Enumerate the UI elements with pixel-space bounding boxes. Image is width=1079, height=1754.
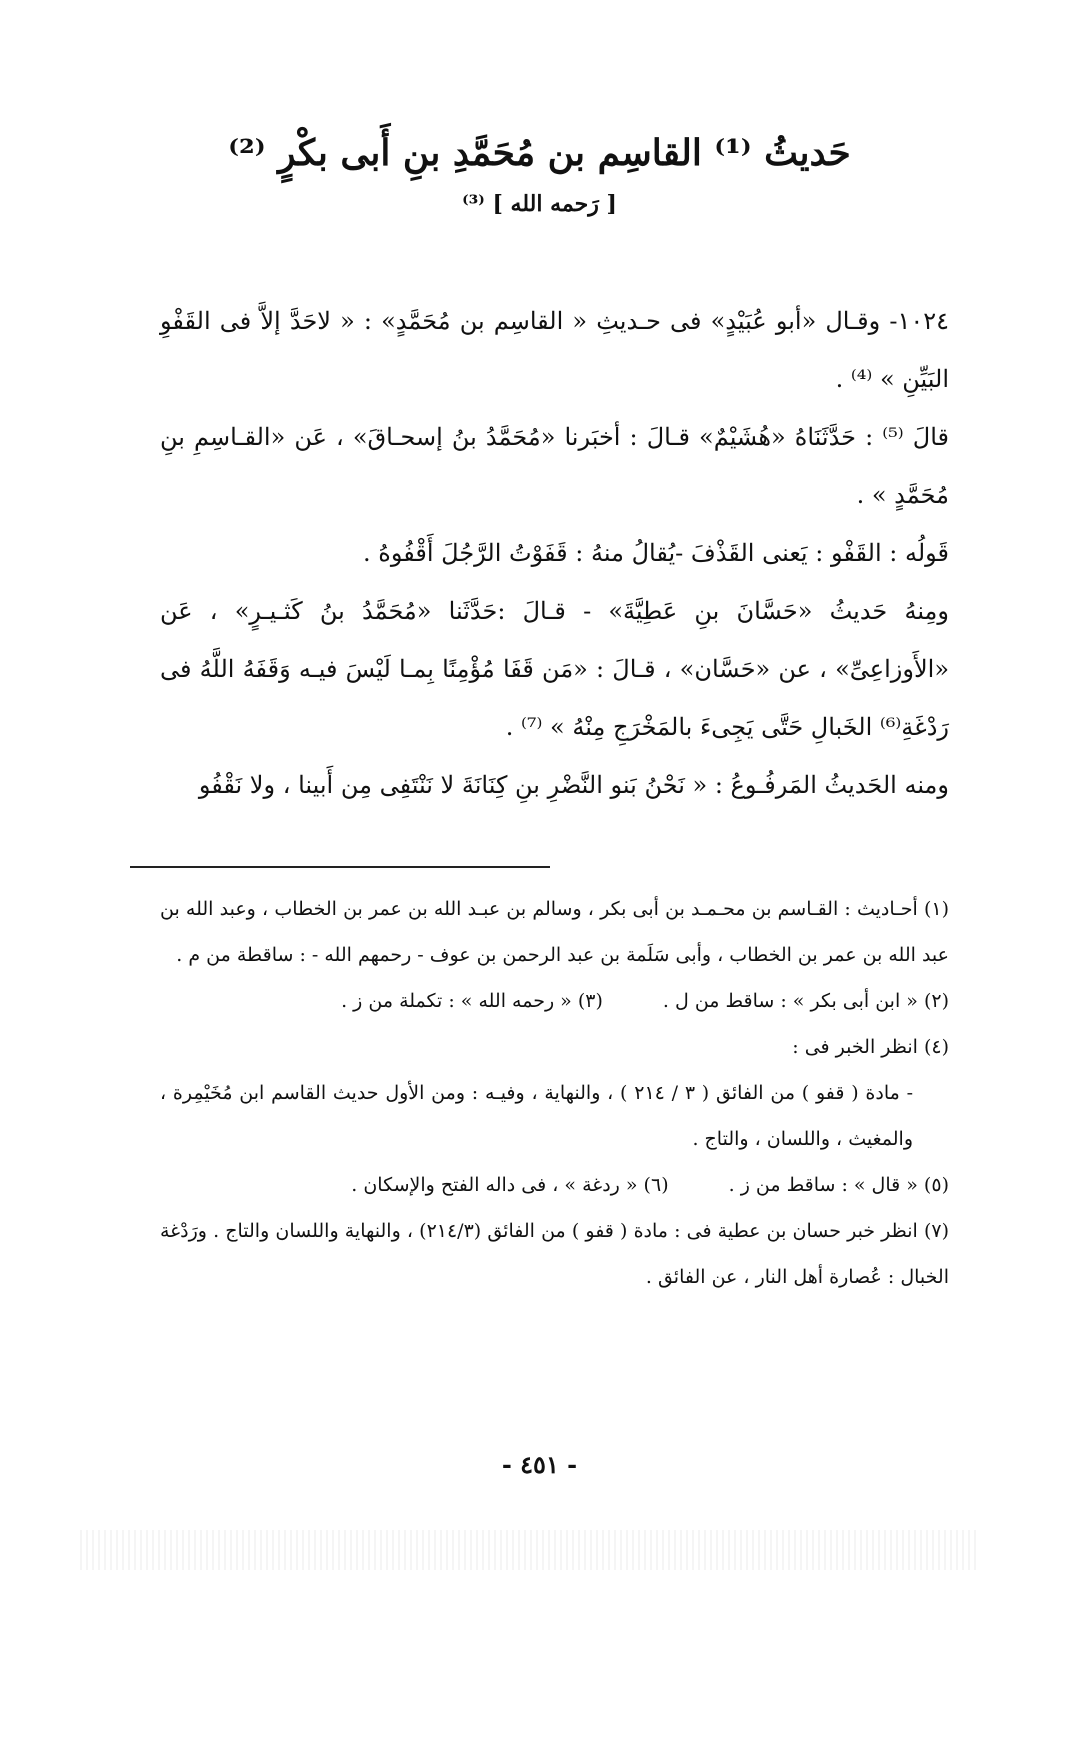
paragraph-hassan-hadith: ومِنهُ حَديثُ «حَسَّانَ بنِ عَطِيَّةَ» - قـالَ :حَدَّثَنا «مُحَمَّدُ بنُ كَثـيـرٍ» ، عَن «الأَوزاعِىِّ» ، عن «حَسَّان» ، قـالَ : «مَن قَفَا مُؤْمِنًا بِمـا لَيْسَ فيـه وَقَفَهُ اللَّهُ فى رَدْغَةِ⁽⁶⁾ الخَبالِ حَتَّى يَجِىءَ بالمَخْرَجِ مِنْهُ » ⁽⁷⁾ . (160, 597, 949, 741)
paragraph-definition: قَولُه : القَفْو : يَعنى القَذْفَ -يُقالُ منهُ : قَفَوْتُ الرَّجُلَ أَقْفُوهُ . (363, 539, 949, 567)
chapter-title: حَديثُ ⁽¹⁾ القاسِم بن مُحَمَّدِ بنِ أَبى بكْرٍ ⁽²⁾ (228, 132, 851, 174)
footnote-4-title: (٤) انظر الخبر فى : (792, 1036, 949, 1058)
footnote-row-2-3 (160, 978, 949, 1024)
footnotes-section (160, 886, 949, 1300)
main-text (160, 292, 949, 814)
paragraph-marfu-hadith: ومنه الحَديثُ المَرفُـوعُ : « نَحْنُ بَنو النَّضْرِ بنِ كِنَانَةَ لا نَنْتَفِى مِن أَبينا ، ولا نَقْفُو (198, 771, 949, 799)
footnote-row-5-6 (160, 1162, 949, 1208)
chapter-heading (0, 128, 1079, 222)
page-number: - ٤٥١ - (501, 1450, 578, 1479)
footnote-3: (٣) « رحمه الله » : تكملة من ز . (341, 990, 603, 1012)
footnote-2: (٢) « ابن أبى بكر » : ساقط من ل . (662, 990, 949, 1012)
paragraph-isnad: قالَ ⁽⁵⁾ : حَدَّثَنَاهُ «هُشَيْمٌ» قـالَ : أخبَرنا «مُحَمَّدُ بنُ إسحـاقَ» ، عَن «القـاسِمِ بنِ مُحَمَّدٍ » . (160, 423, 949, 509)
footnote-7: (٧) انظر خبر حسان بن عطية فى : مادة ( قفو ) من الفائق (٢١٤/٣) ، والنهاية واللسان والتاج . ورَدْغة الخبال : عُصارة أهل النار ، عن الفائق . (160, 1220, 949, 1288)
paragraph-1024: ١٠٢٤- وقـال «أبو عُبَيْدٍ» فى حـديثِ « القاسِم بن مُحَمَّدٍ» : « لاحَدَّ إلاَّ فى القَفْوِ البَيِّنِ » ⁽⁴⁾ . (160, 307, 949, 393)
footnote-1: (١) أحـاديث : القـاسم بن محـمـد بن أبى بكر ، وسالم بن عبـد الله بن عمر بن الخطاب ، وعبد الله بن عبد الله بن عمر بن الخطاب ، وأبى سَلَمة بن عبد الرحمن بن عوف - رحمهم الله - : ساقطة من م . (160, 898, 949, 966)
chapter-subtitle: [ رَحمه الله ] ⁽³⁾ (462, 191, 617, 217)
footnote-6: (٦) « ردغة » ، فى داله الفتح والإسكان . (351, 1174, 669, 1196)
footnote-divider (130, 866, 550, 868)
footnote-5: (٥) « قال » : ساقط من ز . (728, 1174, 949, 1196)
footnote-4-body: - مادة ( قفو ) من الفائق ( ٣ / ٢١٤ ) ، والنهاية ، وفيـه : ومن الأول حديث القاسم ابن مُخَيْمِرة ، والمغيث ، واللسان ، والتاج . (160, 1082, 914, 1150)
scan-artifact (80, 1530, 980, 1570)
